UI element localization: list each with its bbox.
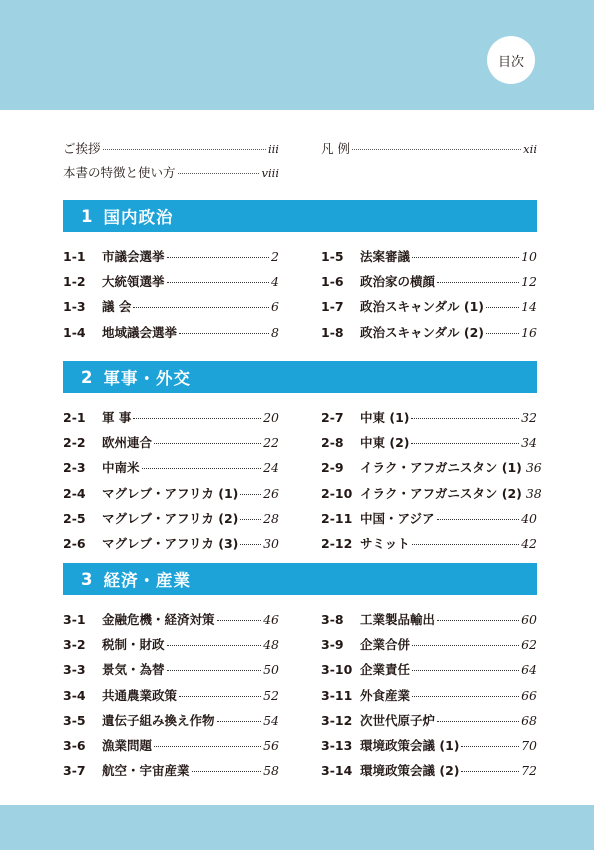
entry-page: viii bbox=[261, 166, 279, 180]
leader-dots bbox=[217, 620, 262, 621]
entry-code: 3-11 bbox=[321, 687, 353, 703]
leader-dots bbox=[133, 418, 261, 419]
entry-title: 中南米 bbox=[102, 460, 140, 476]
section-heading[interactable] bbox=[63, 563, 537, 595]
entry-page: 72 bbox=[521, 763, 537, 779]
entry-page: 66 bbox=[521, 687, 537, 703]
entry-title: 中東 (1) bbox=[360, 410, 410, 425]
toc-entry[interactable] bbox=[321, 244, 537, 269]
leader-dots bbox=[240, 494, 261, 495]
toc-entry[interactable] bbox=[321, 632, 537, 657]
entry-title: 大統領選挙 bbox=[102, 274, 165, 290]
entry-code: 1-8 bbox=[321, 324, 344, 340]
entry-page: 46 bbox=[263, 612, 279, 627]
entry-title: サミット bbox=[360, 535, 410, 551]
entry-code: 2-6 bbox=[63, 535, 86, 551]
leader-dots bbox=[179, 696, 261, 697]
toc-entry[interactable] bbox=[63, 683, 279, 708]
toc-entry[interactable] bbox=[63, 269, 279, 294]
section-heading[interactable] bbox=[63, 200, 537, 232]
entry-code: 3-5 bbox=[63, 712, 86, 728]
entry-page: 14 bbox=[521, 299, 537, 315]
front-matter-entry[interactable] bbox=[63, 137, 279, 161]
entry-title: 共通農業政策 bbox=[102, 687, 178, 703]
toc-entry[interactable] bbox=[63, 481, 279, 506]
entry-page: xii bbox=[523, 142, 537, 156]
leader-dots bbox=[412, 257, 519, 258]
entry-title: 金融危機・経済対策 bbox=[102, 612, 215, 627]
toc-entry[interactable] bbox=[63, 455, 279, 480]
entry-page: 68 bbox=[521, 712, 537, 728]
entry-page: iii bbox=[267, 142, 279, 156]
leader-dots bbox=[142, 468, 262, 469]
toc-entry[interactable] bbox=[321, 430, 537, 455]
entries-column-right bbox=[321, 405, 542, 556]
entry-page: 60 bbox=[521, 612, 537, 627]
section-heading[interactable] bbox=[63, 361, 537, 393]
entry-code: 1-5 bbox=[321, 249, 344, 264]
leader-dots bbox=[179, 333, 269, 334]
entry-title: 遺伝子組み換え作物 bbox=[102, 712, 215, 728]
toc-entry[interactable] bbox=[63, 758, 279, 783]
leader-dots bbox=[178, 173, 260, 174]
entries-column-left bbox=[63, 244, 279, 345]
entry-title: 政治家の横顔 bbox=[360, 274, 436, 290]
leader-dots bbox=[411, 443, 519, 444]
entry-code: 1-6 bbox=[321, 274, 344, 290]
entries-column-left bbox=[63, 405, 279, 556]
toc-entry[interactable] bbox=[63, 405, 279, 430]
toc-entry[interactable] bbox=[63, 294, 279, 319]
leader-dots bbox=[167, 670, 262, 671]
toc-entry[interactable] bbox=[321, 455, 542, 480]
entry-code: 2-7 bbox=[321, 410, 344, 425]
toc-entry[interactable] bbox=[321, 506, 537, 531]
entry-code: 1-1 bbox=[63, 249, 86, 264]
entry-page: 8 bbox=[271, 324, 279, 340]
toc-entry[interactable] bbox=[63, 531, 279, 556]
leader-dots bbox=[461, 771, 519, 772]
toc-section bbox=[63, 563, 537, 779]
entry-code: 3-13 bbox=[321, 737, 353, 753]
entry-page: 48 bbox=[263, 637, 279, 653]
toc-entry[interactable] bbox=[321, 708, 537, 733]
toc-entry[interactable] bbox=[63, 632, 279, 657]
toc-entry[interactable] bbox=[63, 430, 279, 455]
entry-code: 1-7 bbox=[321, 299, 344, 315]
toc-entry[interactable] bbox=[321, 733, 537, 758]
leader-dots bbox=[240, 519, 261, 520]
front-matter-entry[interactable] bbox=[321, 137, 537, 161]
leader-dots bbox=[167, 645, 262, 646]
entry-code: 3-10 bbox=[321, 662, 353, 678]
leader-dots bbox=[412, 645, 519, 646]
entry-title: 漁業問題 bbox=[102, 737, 153, 753]
toc-entry[interactable] bbox=[321, 607, 537, 632]
leader-dots bbox=[192, 771, 262, 772]
leader-dots bbox=[412, 696, 519, 697]
entry-code: 3-12 bbox=[321, 712, 353, 728]
entry-page: 24 bbox=[263, 460, 279, 476]
entry-page: 2 bbox=[271, 249, 279, 264]
entry-title: マグレブ・アフリカ (1) bbox=[102, 485, 239, 501]
toc-entry[interactable] bbox=[321, 269, 537, 294]
toc-badge: 目次 bbox=[487, 36, 535, 84]
front-matter-right bbox=[321, 137, 537, 161]
entry-title: 税制・財政 bbox=[102, 637, 165, 653]
entry-page: 16 bbox=[521, 324, 537, 340]
toc-entry[interactable] bbox=[321, 294, 537, 319]
entry-code: 3-8 bbox=[321, 612, 344, 627]
entry-title: 法案審議 bbox=[360, 249, 411, 264]
entry-page: 42 bbox=[521, 535, 537, 551]
entry-page: 26 bbox=[263, 485, 279, 501]
entry-page: 32 bbox=[521, 410, 537, 425]
entry-code: 1-3 bbox=[63, 299, 86, 315]
leader-dots bbox=[352, 149, 521, 150]
entry-title: 政治スキャンダル (2) bbox=[360, 324, 484, 340]
entry-page: 62 bbox=[521, 637, 537, 653]
entry-page: 64 bbox=[521, 662, 537, 678]
section-title: 国内政治 bbox=[103, 208, 174, 227]
entry-title: 航空・宇宙産業 bbox=[102, 763, 190, 779]
entry-code: 1-4 bbox=[63, 324, 86, 340]
entry-title: 企業責任 bbox=[360, 662, 411, 678]
entry-code: 2-12 bbox=[321, 535, 353, 551]
toc-entry[interactable] bbox=[63, 657, 279, 682]
entry-code: 2-8 bbox=[321, 435, 344, 451]
leader-dots bbox=[486, 333, 519, 334]
entry-code: 3-1 bbox=[63, 612, 86, 627]
toc-entry[interactable] bbox=[63, 733, 279, 758]
front-matter-left bbox=[63, 137, 279, 185]
entry-page: 40 bbox=[521, 510, 537, 526]
entry-title: ご挨拶 bbox=[63, 141, 101, 156]
toc-entry[interactable] bbox=[63, 708, 279, 733]
entry-title: 企業合併 bbox=[360, 637, 411, 653]
entry-page: 56 bbox=[263, 737, 279, 753]
entries-column-right bbox=[321, 244, 537, 345]
entries-column-right bbox=[321, 607, 537, 783]
footer-band bbox=[0, 805, 594, 850]
entry-code: 3-3 bbox=[63, 662, 86, 678]
entry-page: 34 bbox=[521, 435, 537, 451]
entry-title: 議 会 bbox=[102, 299, 132, 315]
entry-page: 6 bbox=[271, 299, 279, 315]
leader-dots bbox=[240, 544, 261, 545]
entries-column-left bbox=[63, 607, 279, 783]
entry-page: 52 bbox=[263, 687, 279, 703]
entry-code: 3-6 bbox=[63, 737, 86, 753]
toc-entry[interactable] bbox=[321, 683, 537, 708]
leader-dots bbox=[103, 149, 266, 150]
entry-code: 3-2 bbox=[63, 637, 86, 653]
entry-title: 次世代原子炉 bbox=[360, 712, 436, 728]
entry-page: 20 bbox=[263, 410, 279, 425]
entry-title: マグレブ・アフリカ (2) bbox=[102, 510, 239, 526]
leader-dots bbox=[461, 746, 519, 747]
toc-section bbox=[63, 200, 537, 340]
entry-title: 外食産業 bbox=[360, 687, 411, 703]
entry-page: 58 bbox=[263, 763, 279, 779]
entry-page: 50 bbox=[263, 662, 279, 678]
entry-title: 環境政策会議 (2) bbox=[360, 763, 460, 779]
leader-dots bbox=[167, 282, 270, 283]
toc-entry[interactable] bbox=[321, 481, 542, 506]
leader-dots bbox=[167, 257, 270, 258]
toc-entry[interactable] bbox=[63, 244, 279, 269]
toc-entry[interactable] bbox=[321, 531, 537, 556]
entry-code: 2-11 bbox=[321, 510, 353, 526]
entry-page: 38 bbox=[525, 485, 542, 501]
section-number: 3 bbox=[81, 569, 94, 589]
entry-page: 70 bbox=[521, 737, 537, 753]
leader-dots bbox=[133, 307, 269, 308]
entry-title: 中国・アジア bbox=[360, 510, 435, 526]
entry-code: 2-3 bbox=[63, 460, 86, 476]
front-matter-entry[interactable] bbox=[63, 161, 279, 185]
toc-entry[interactable] bbox=[63, 506, 279, 531]
entry-title: 軍 事 bbox=[102, 410, 132, 425]
entry-page: 30 bbox=[263, 535, 279, 551]
section-number: 1 bbox=[81, 206, 94, 226]
entry-title: 環境政策会議 (1) bbox=[360, 737, 460, 753]
section-title: 軍事・外交 bbox=[103, 369, 191, 388]
entry-title: 中東 (2) bbox=[360, 435, 410, 451]
entry-code: 3-4 bbox=[63, 687, 86, 703]
leader-dots bbox=[154, 746, 261, 747]
entry-page: 28 bbox=[263, 510, 279, 526]
leader-dots bbox=[437, 519, 520, 520]
toc-entry[interactable] bbox=[321, 758, 537, 783]
leader-dots bbox=[217, 721, 262, 722]
entry-title: 本書の特徴と使い方 bbox=[63, 165, 176, 180]
leader-dots bbox=[411, 418, 519, 419]
entry-page: 54 bbox=[263, 712, 279, 728]
entry-code: 2-1 bbox=[63, 410, 86, 425]
entry-code: 3-14 bbox=[321, 763, 353, 779]
entry-title: マグレブ・アフリカ (3) bbox=[102, 535, 239, 551]
entry-title: イラク・アフガニスタン (2) bbox=[360, 485, 522, 501]
entry-code: 2-5 bbox=[63, 510, 86, 526]
entry-code: 1-2 bbox=[63, 274, 86, 290]
section-title: 経済・産業 bbox=[103, 571, 191, 590]
leader-dots bbox=[437, 721, 519, 722]
entry-title: 市議会選挙 bbox=[102, 249, 165, 264]
toc-entry[interactable] bbox=[321, 405, 537, 430]
toc-entry[interactable] bbox=[321, 320, 537, 345]
entry-code: 3-7 bbox=[63, 763, 86, 779]
entry-title: 欧州連合 bbox=[102, 435, 153, 451]
leader-dots bbox=[437, 620, 519, 621]
leader-dots bbox=[437, 282, 519, 283]
leader-dots bbox=[486, 307, 519, 308]
entry-title: 政治スキャンダル (1) bbox=[360, 299, 484, 315]
entry-code: 2-10 bbox=[321, 485, 353, 501]
toc-entry[interactable] bbox=[63, 607, 279, 632]
entry-page: 12 bbox=[521, 274, 537, 290]
toc-section bbox=[63, 361, 542, 551]
entry-code: 3-9 bbox=[321, 637, 344, 653]
entry-page: 4 bbox=[271, 274, 279, 290]
entry-title: 凡 例 bbox=[321, 141, 350, 156]
leader-dots bbox=[154, 443, 261, 444]
entry-title: 工業製品輸出 bbox=[360, 612, 436, 627]
entry-title: 地域議会選挙 bbox=[102, 324, 178, 340]
entry-code: 2-2 bbox=[63, 435, 86, 451]
entry-page: 10 bbox=[521, 249, 537, 264]
entry-title: 景気・為替 bbox=[102, 662, 165, 678]
entry-code: 2-4 bbox=[63, 485, 86, 501]
toc-entry[interactable] bbox=[321, 657, 537, 682]
entry-code: 2-9 bbox=[321, 460, 344, 476]
section-number: 2 bbox=[81, 367, 94, 387]
entry-page: 36 bbox=[525, 460, 542, 476]
leader-dots bbox=[412, 544, 519, 545]
entry-title: イラク・アフガニスタン (1) bbox=[360, 460, 522, 476]
toc-entry[interactable] bbox=[63, 320, 279, 345]
leader-dots bbox=[412, 670, 519, 671]
entry-page: 22 bbox=[263, 435, 279, 451]
